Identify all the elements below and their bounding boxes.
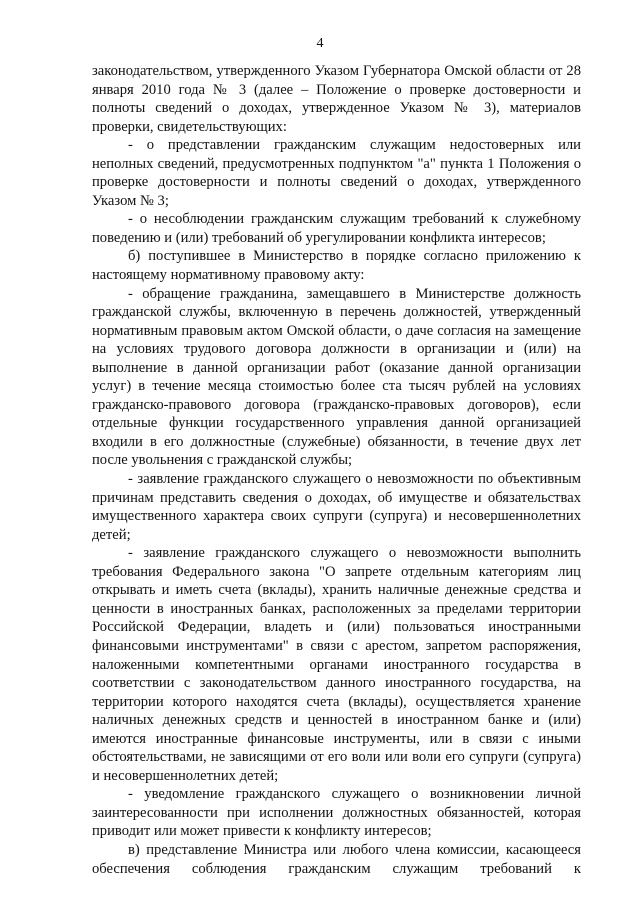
list-item-unreliable-info: - о представлении гражданским служащим недостоверных или неполных сведений, предусмотренных подпунктом "а" пункта 1 Положения о проверке достоверности и полноты сведений о доходах, утвержденного Указом № 3; — [92, 137, 581, 209]
document-body — [92, 62, 581, 878]
paragraph-continuation: законодательством, утвержденного Указом Губернатора Омской области от 28 января 2010 года № 3 (далее – Положение о проверке достоверности и полноты сведений о доходах, утвержденное Указом № 3), материалов проверки, свидетельствующих: — [92, 63, 581, 135]
paragraph-v: в) представление Министра или любого члена комиссии, касающееся обеспечения соблюдения гражданским служащим требований к — [92, 841, 581, 877]
list-item-income-statement: - заявление гражданского служащего о невозможности по объективным причинам представить сведения о доходах, об имуществе и обязательствах имущественного характера своих супруги (супруга) и несовершеннолетних детей; — [92, 471, 581, 543]
page-number: 4 — [316, 36, 324, 51]
list-item-non-compliance: - о несоблюдении гражданским служащим требований к служебному поведению и (или) требований об урегулировании конфликта интересов; — [92, 211, 581, 246]
paragraph-b: б) поступившее в Министерство в порядке согласно приложению к настоящему нормативному правовому акту: — [92, 248, 581, 284]
list-item-citizen-appeal: - обращение гражданина, замещавшего в Министерстве должность гражданской службы, включенную в перечень должностей, утвержденный нормативным правовым актом Омской области, о даче согласия на замещение на условиях трудового договора должности в организации и (или) на выполнение в данной организации работ (оказание данной организации услуг) в течение месяца стоимостью более ста тысяч рублей на условиях гражданско-правового договора (гражданско-правовых договоров), если отдельные функции государственного управления данной организацией входили в его должностные (служебные) обязанности, в течение двух лет после увольнения с гражданской службы; — [92, 285, 581, 469]
list-item-foreign-accounts: - заявление гражданского служащего о невозможности выполнить требования Федерального закона "О запрете отдельным категориям лиц открывать и иметь счета (вклады), хранить наличные денежные средства и ценности в иностранных банках, расположенных за пределами территории Российской Федерации, владеть и (или) пользоваться иностранными финансовыми инструментами" в связи с арестом, запретом распоряжения, наложенными компетентными органами иностранного государства в соответствии с законодательством данного иностранного государства, на территории которого находятся счета (вклады), осуществляется хранение наличных денежных средств и ценностей в иностранном банке и (или) имеются иностранные финансовые инструменты, или в связи с иными обстоятельствами, не зависящими от его воли или воли его супруги (супруга) и несовершеннолетних детей; — [92, 545, 581, 784]
list-item-conflict-notice: - уведомление гражданского служащего о возникновении личной заинтересованности при исполнении должностных обязанностей, которая приводит или может привести к конфликту интересов; — [92, 786, 581, 840]
